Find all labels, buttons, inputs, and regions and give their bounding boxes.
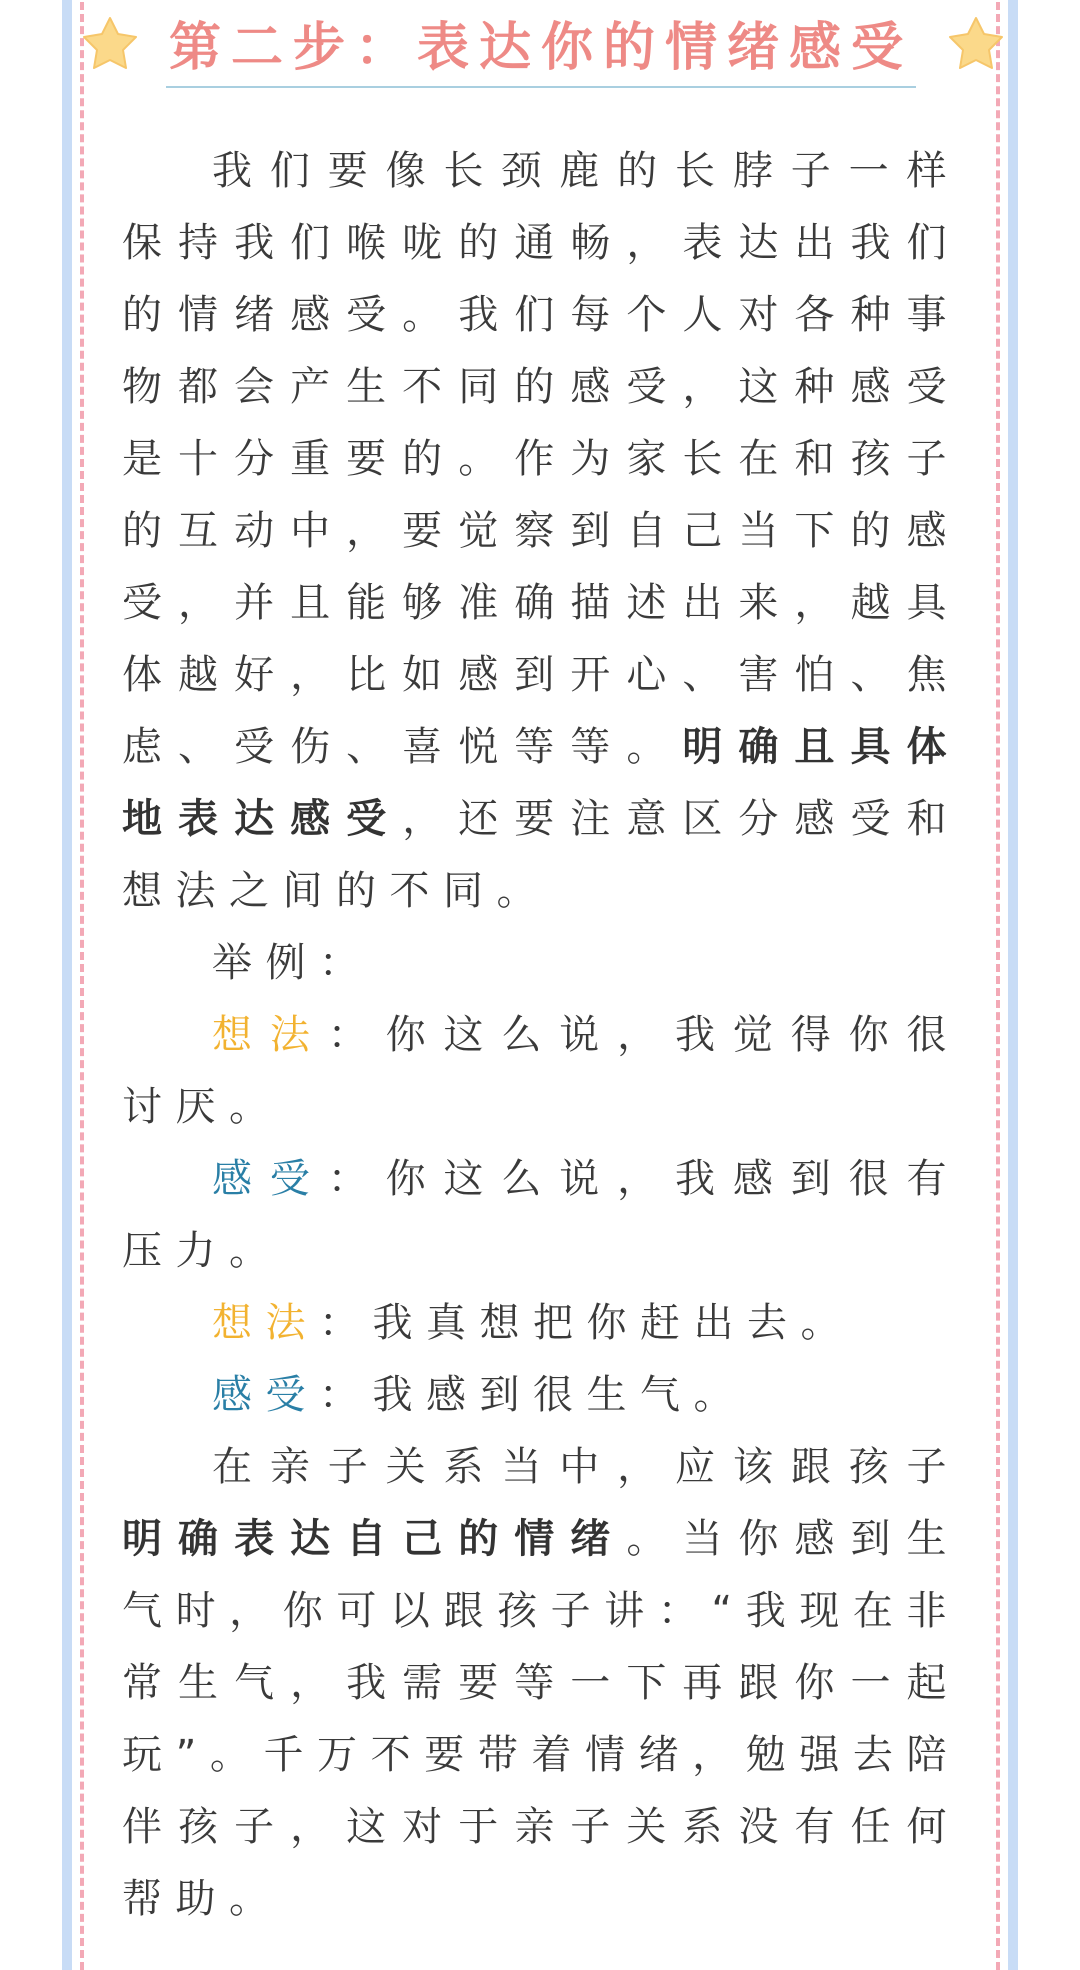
example-label-feeling: 感受 <box>212 1372 319 1418</box>
example-text: 你这么说，我觉得你很讨厌。 <box>122 1012 960 1130</box>
example-text: 我真想把你赶出去。 <box>372 1300 854 1346</box>
example-item <box>122 1287 960 1359</box>
example-separator: ： <box>319 1372 373 1418</box>
article-body <box>122 135 960 1935</box>
star-icon <box>80 14 140 74</box>
paragraph-conclusion-bold: 明确表达自己的情绪 <box>122 1516 627 1562</box>
paragraph-intro-bold: 明确且具体地表达感受 <box>122 724 961 842</box>
paragraph-intro-tail: ，还要注意区分感受和想法之间的不同。 <box>122 796 961 914</box>
example-separator: ： <box>327 1156 386 1202</box>
example-item <box>122 999 960 1143</box>
paragraph-conclusion-text: 在亲子关系当中，应该跟孩子 <box>212 1444 960 1490</box>
example-label-idea: 想法 <box>212 1012 328 1058</box>
example-item <box>122 1359 960 1431</box>
example-item <box>122 1143 960 1287</box>
example-label-feeling: 感受 <box>212 1156 328 1202</box>
paragraph-intro <box>122 135 960 927</box>
section-heading-text: 第二步：表达你的情绪感受 <box>168 18 913 78</box>
example-text: 你这么说，我感到很有压力。 <box>122 1156 960 1274</box>
paragraph-conclusion-tail: 。当你感到生气时，你可以跟孩子讲：“我现在非常生气，我需要等一下再跟你一起玩”。千万不要带着情绪，勉强去陪伴孩子，这对于亲子关系没有任何帮助。 <box>122 1516 961 1922</box>
example-text: 我感到很生气。 <box>372 1372 747 1418</box>
section-heading <box>166 10 916 88</box>
paragraph-conclusion <box>122 1431 960 1935</box>
star-icon <box>946 14 1006 74</box>
example-heading: 举例： <box>212 940 373 986</box>
example-label-idea: 想法 <box>212 1300 319 1346</box>
example-separator: ： <box>319 1300 373 1346</box>
paragraph-intro-text: 我们要像长颈鹿的长脖子一样保持我们喉咙的通畅，表达出我们的情绪感受。我们每个人对各种事物都会产生不同的感受，这种感受是十分重要的。作为家长在和孩子的互动中，要觉察到自己当下的感受，并且能够准确描述出来，越具体越好，比如感到开心、害怕、焦虑、受伤、喜悦等等。 <box>122 148 960 770</box>
example-separator: ： <box>327 1012 386 1058</box>
